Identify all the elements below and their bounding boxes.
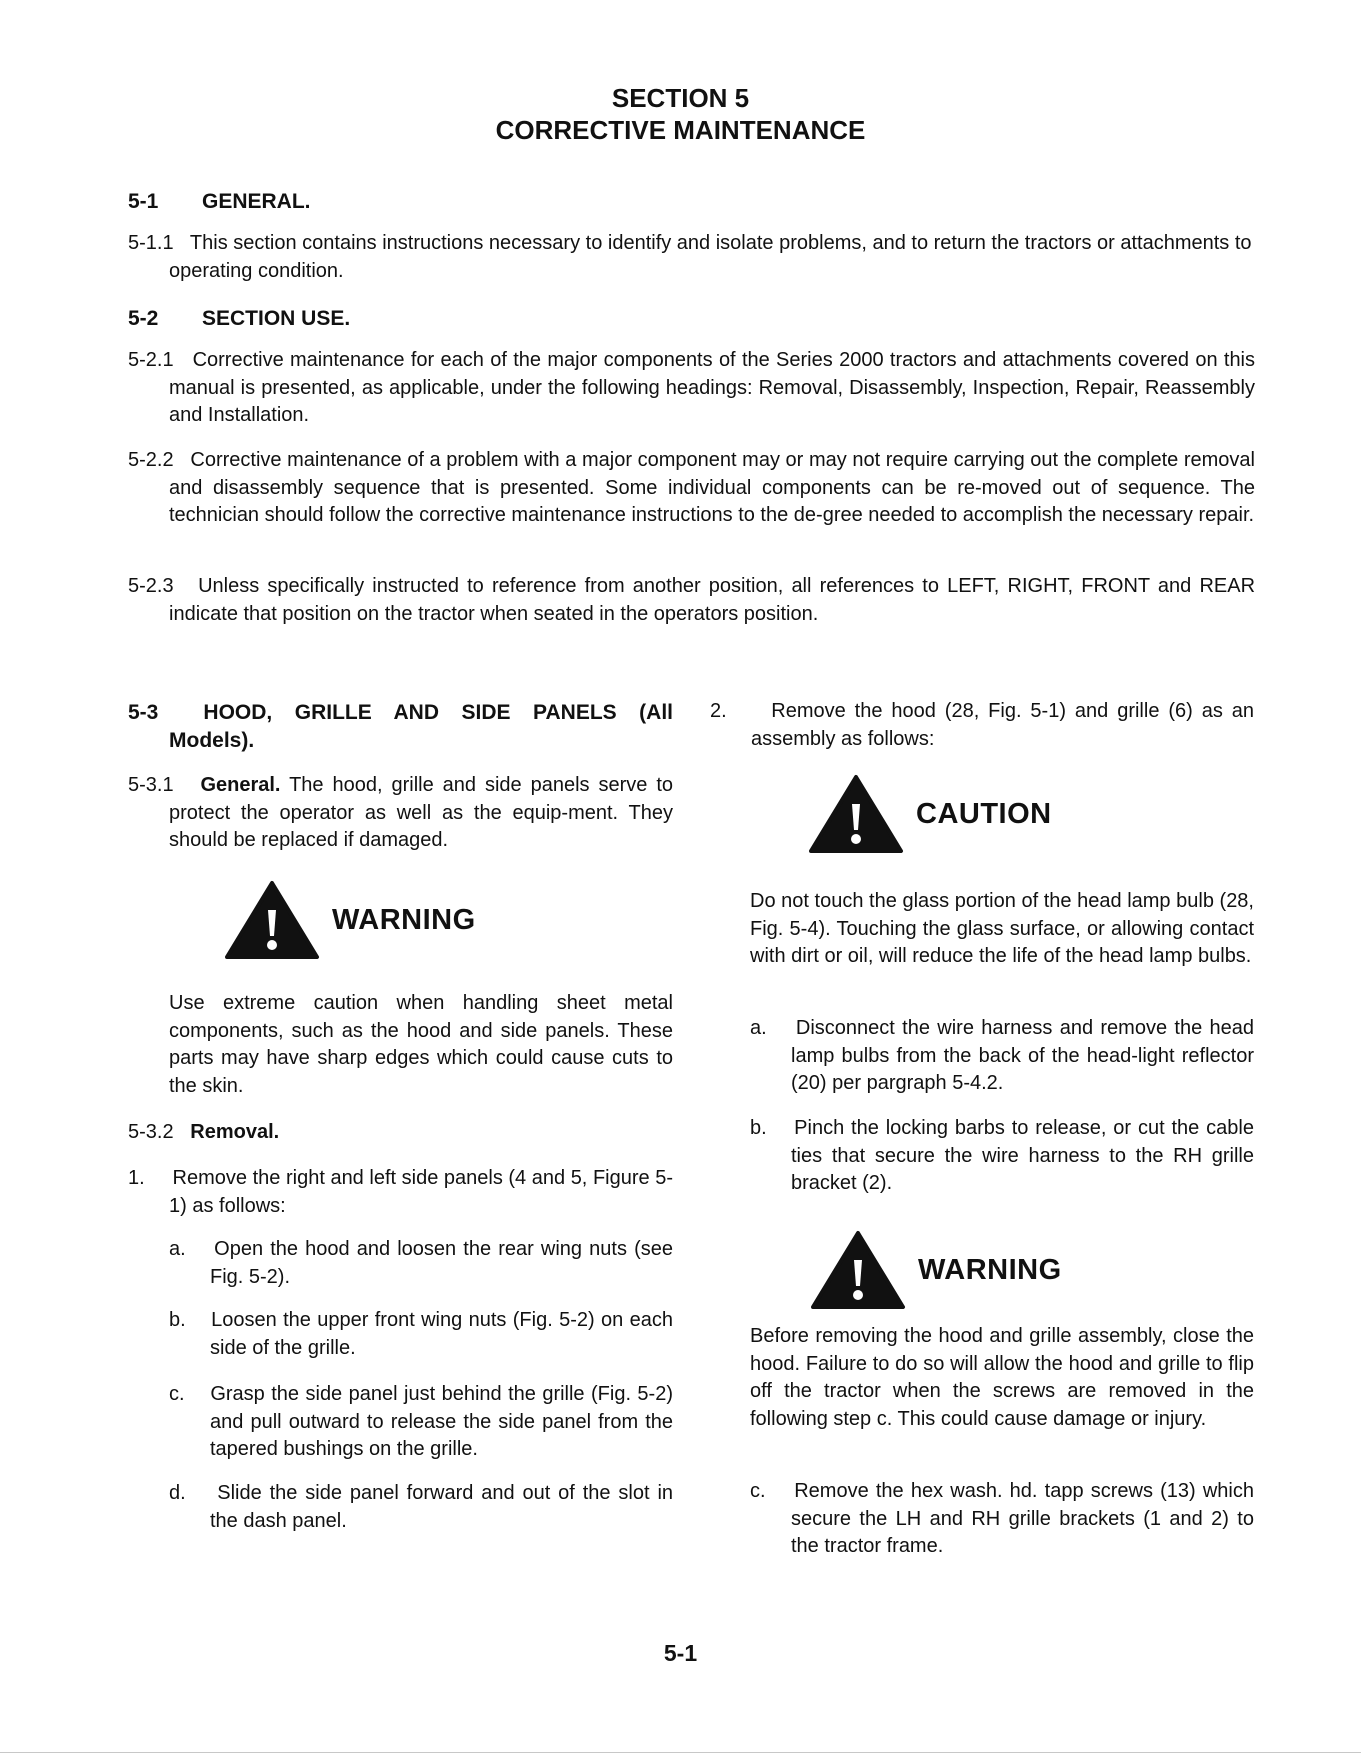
paragraph-number: 5-1.1: [128, 232, 174, 254]
heading-number: 5-3: [128, 701, 159, 724]
paragraph-5-2-2: [128, 447, 1255, 530]
item-letter: b.: [750, 1117, 767, 1139]
step-1: [128, 1165, 673, 1220]
warning-text-1: Use extreme caution when handling sheet metal components, such as the hood and side panels. These parts may have sharp edges which could cause cuts to the skin.: [169, 992, 673, 1097]
list-item: [169, 1381, 673, 1464]
section-header: [0, 82, 1361, 146]
heading-text: HOOD, GRILLE AND SIDE PANELS (All Models).: [169, 701, 674, 752]
paragraph-text: Unless specifically instructed to reference from another position, all references to LEFT, RIGHT, FRONT and REAR indicate that position on the tractor when seated in the operators position.: [169, 575, 1256, 625]
paragraph-5-3-1: [128, 772, 673, 855]
heading-5-1: [128, 188, 311, 216]
paragraph-label: General.: [200, 774, 281, 796]
heading-text: GENERAL.: [202, 190, 311, 213]
caution-triangle-icon: [808, 774, 904, 854]
item-text: Pinch the locking barbs to release, or cut the cable ties that secure the wire harness to the RH grille bracket (2).: [791, 1117, 1254, 1194]
bottom-divider: [0, 1752, 1361, 1753]
item-letter: a.: [750, 1017, 767, 1039]
item-text: Slide the side panel forward and out of the slot in the dash panel.: [210, 1482, 674, 1532]
paragraph-text: Corrective maintenance of a problem with a major component may or may not require carrying out the complete removal and disassembly sequence that is presented. Some individual components can be re-moved out of sequence. The technician should follow the corrective maintenance instructions to the de-gree needed to accomplish the necessary repair.: [169, 449, 1256, 526]
paragraph-number: 5-2.2: [128, 449, 174, 471]
warning-triangle-icon: [224, 880, 320, 960]
list-item: [169, 1480, 673, 1535]
list-item: [750, 1478, 1254, 1561]
warning-triangle-icon: [810, 1230, 906, 1310]
list-item: [750, 1115, 1254, 1198]
item-text: Grasp the side panel just behind the grille (Fig. 5-2) and pull outward to release the side panel from the tapered bushings on the grille.: [210, 1383, 674, 1460]
paragraph-number: 5-2.3: [128, 575, 174, 597]
heading-number: 5-1: [128, 190, 159, 213]
item-text: Loosen the upper front wing nuts (Fig. 5-2) on each side of the grille.: [210, 1309, 673, 1359]
step-text: Remove the right and left side panels (4 and 5, Figure 5-1) as follows:: [169, 1167, 673, 1217]
caution-text: Do not touch the glass portion of the head lamp bulb (28, Fig. 5-4). Touching the glass surface, or allowing contact with dirt or oil, will reduce the life of the head lamp bulbs.: [750, 890, 1254, 967]
paragraph-label: Removal.: [190, 1121, 280, 1143]
heading-5-3: [128, 699, 673, 755]
list-item: [169, 1307, 673, 1362]
caution-title: CAUTION: [916, 797, 1052, 830]
paragraph-text: This section contains instructions necessary to identify and isolate problems, and to return the tractors or attachments to operating condition.: [169, 232, 1252, 282]
section-title: CORRECTIVE MAINTENANCE: [495, 115, 866, 145]
paragraph-number: 5-3.1: [128, 774, 174, 796]
section-number: SECTION 5: [611, 83, 750, 113]
step-number: 1.: [128, 1167, 145, 1189]
page-number: 5-1: [663, 1640, 698, 1666]
heading-number: 5-2: [128, 307, 159, 330]
caution-banner: [808, 774, 1052, 854]
step-text: Remove the hood (28, Fig. 5-1) and grille (6) as an assembly as follows:: [751, 700, 1254, 750]
item-text: Remove the hex wash. hd. tapp screws (13) which secure the LH and RH grille brackets (1 and 2) to the tractor frame.: [791, 1480, 1254, 1557]
paragraph-number: 5-3.2: [128, 1121, 174, 1143]
warning-banner-2: [810, 1230, 1062, 1310]
item-text: Disconnect the wire harness and remove the head lamp bulbs from the back of the head-light reflector (20) per pargraph 5-4.2.: [791, 1017, 1254, 1094]
warning-text-2: Before removing the hood and grille assembly, close the hood. Failure to do so will allow the hood and grille to flip off the tractor when the screws are removed in the following step c. This could cause damage or injury.: [750, 1325, 1254, 1430]
item-letter: c.: [750, 1480, 766, 1502]
item-letter: b.: [169, 1309, 186, 1331]
item-letter: a.: [169, 1238, 186, 1260]
list-item: [750, 1015, 1254, 1098]
heading-text: SECTION USE.: [202, 307, 351, 330]
list-item: [169, 1236, 673, 1291]
paragraph-5-1-1: [128, 230, 1255, 285]
paragraph-number: 5-2.1: [128, 349, 174, 371]
warning-banner-1: [224, 880, 476, 960]
item-text: Open the hood and loosen the rear wing nuts (see Fig. 5-2).: [210, 1238, 673, 1288]
step-2: [710, 698, 1254, 753]
item-letter: d.: [169, 1482, 186, 1504]
paragraph-5-2-3: [128, 573, 1255, 628]
paragraph-text: The hood, grille and side panels serve to protect the operator as well as the equip-ment. They should be replaced if damaged.: [169, 774, 674, 851]
item-letter: c.: [169, 1383, 185, 1405]
heading-5-2: [128, 305, 350, 333]
paragraph-5-2-1: [128, 347, 1255, 430]
paragraph-5-3-2: [128, 1119, 673, 1147]
paragraph-text: Corrective maintenance for each of the major components of the Series 2000 tractors and attachments covered on this manual is presented, as applicable, under the following headings: Removal, Disassembly, Inspection, Repair, Reassembly and Installation.: [169, 349, 1256, 426]
step-number: 2.: [710, 700, 727, 722]
warning-title: WARNING: [918, 1253, 1062, 1286]
warning-title: WARNING: [332, 903, 476, 936]
